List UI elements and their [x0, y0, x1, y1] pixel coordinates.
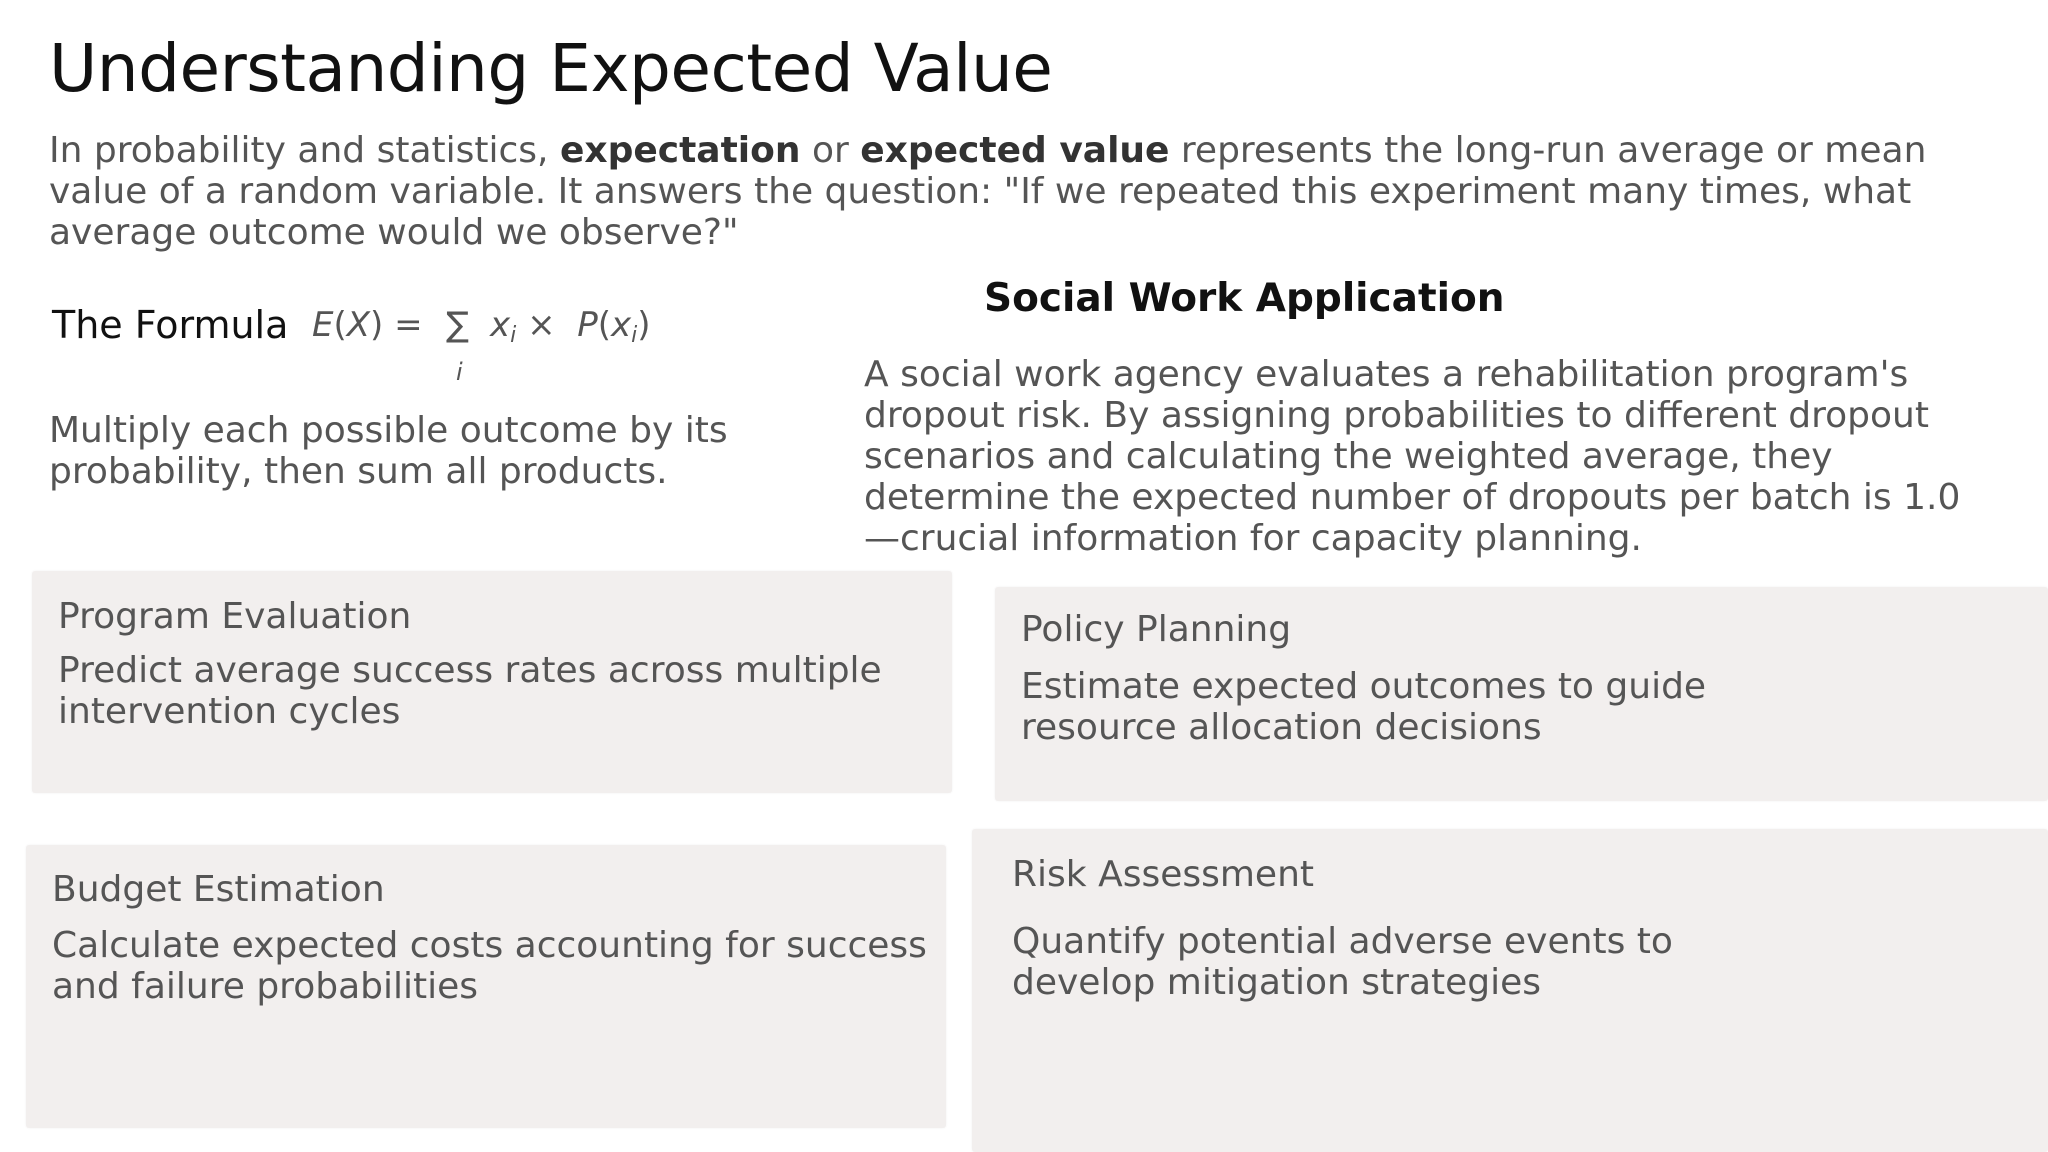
formula-sum-index: i: [456, 358, 463, 386]
formula-outcome-sub: i: [510, 323, 517, 348]
card-text: Estimate expected outcomes to guide resource allocation decisions: [1021, 666, 1707, 748]
application-heading: Social Work Application: [984, 276, 1505, 321]
card-text: Quantify potential adverse events to develop mitigation strategies: [1012, 921, 1673, 1003]
card-title: Policy Planning: [1021, 609, 1292, 650]
card-title: Program Evaluation: [58, 596, 412, 637]
card-budget-estimation: [26, 845, 946, 1128]
formula-lhs: E(X) =: [312, 305, 423, 345]
formula-prob-var: x: [610, 305, 632, 345]
card-text: Predict average success rates across multiple intervention cycles: [58, 650, 882, 732]
application-text: A social work agency evaluates a rehabilitation program's dropout risk. By assigning probabilities to different dropout scenarios and calculating the weighted average, they determine the expected number of dropouts per batch is 1.0—crucial information for capacity planning.: [864, 354, 1961, 559]
formula-prob-symbol: P: [577, 305, 598, 345]
formula-heading: The Formula: [52, 303, 289, 347]
card-program-evaluation: [32, 571, 952, 793]
formula-description: Multiply each possible outcome by its probability, then sum all products.: [49, 410, 728, 492]
formula-random-variable: X: [346, 305, 371, 345]
formula-outcome-var: x: [490, 305, 511, 345]
formula-expectation-symbol: E: [312, 305, 334, 345]
formula-rhs: $x_i \times P(x_i)$: [490, 305, 651, 348]
card-text: Calculate expected costs accounting for success and failure probabilities: [52, 925, 927, 1007]
page-title: Understanding Expected Value: [49, 30, 1053, 107]
intro-term-expected-value: expected value: [860, 130, 1170, 171]
card-title: Budget Estimation: [52, 869, 385, 910]
formula-prob-sub: i: [631, 323, 638, 348]
card-title: Risk Assessment: [1012, 854, 1315, 895]
intro-paragraph: [49, 130, 1929, 253]
summation-icon: ∑: [446, 305, 469, 345]
intro-term-expectation: expectation: [559, 130, 801, 171]
intro-text-3: represents the long-run average or mean value of a random variable. It answers the question: "If we repeated this experiment many times, what average outcome would we observe?": [49, 130, 1927, 253]
formula-equals: =: [394, 305, 423, 345]
intro-text-2: or: [800, 130, 861, 171]
card-risk-assessment: [972, 829, 2048, 1152]
formula-times: ×: [527, 305, 556, 345]
card-policy-planning: [995, 587, 2048, 801]
intro-text-1: In probability and statistics,: [49, 130, 560, 171]
